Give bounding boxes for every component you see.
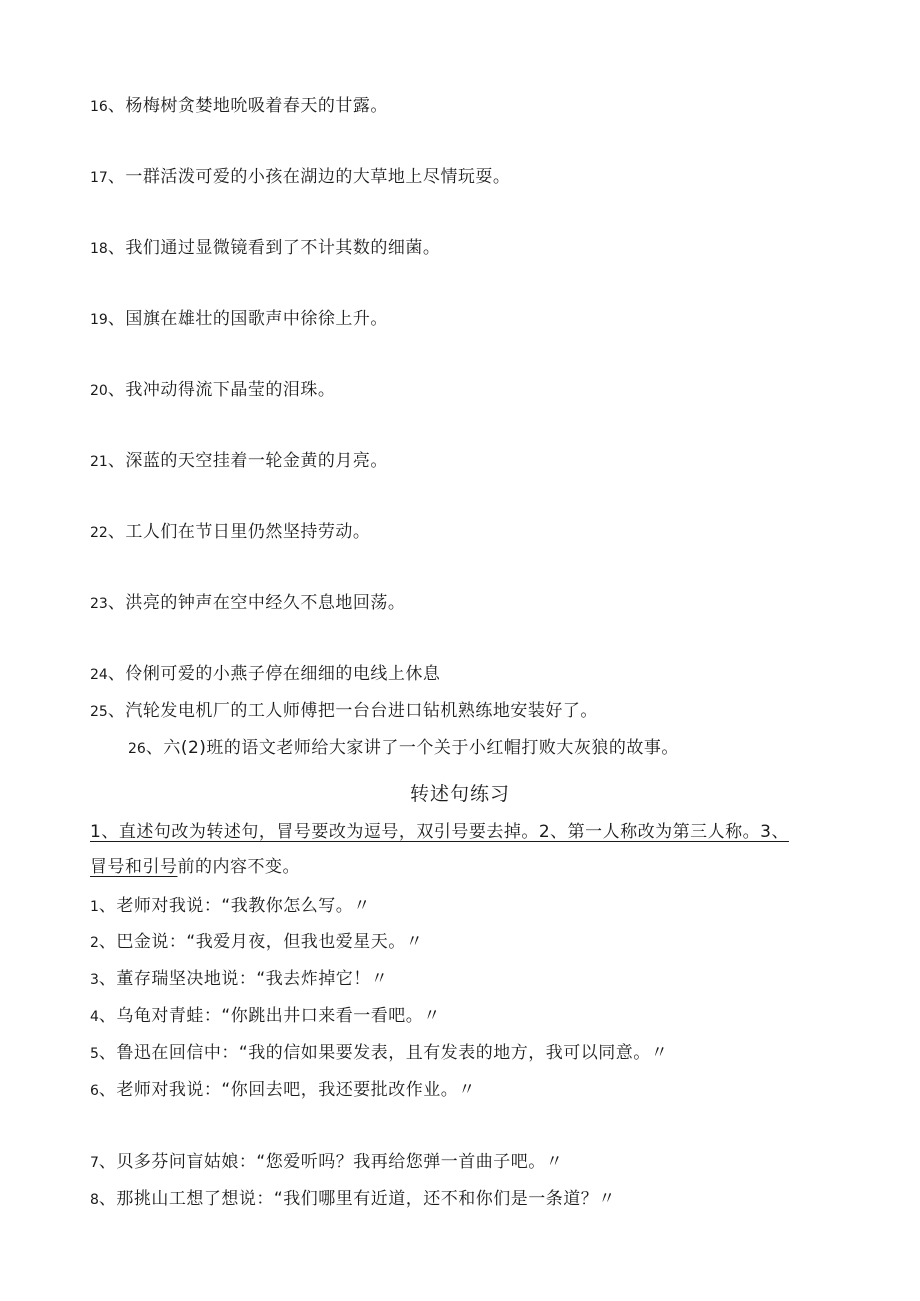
sentence-item: 16、杨梅树贪婪地吮吸着春天的甘露。 — [90, 96, 388, 116]
exercise-item: 6、老师对我说：“你回去吧，我还要批改作业。〃 — [90, 1080, 476, 1100]
sentence-item: 22、工人们在节日里仍然坚持劳动。 — [90, 522, 371, 542]
exercise-item: 2、巴金说：“我爱月夜，但我也爱星天。〃 — [90, 932, 424, 952]
exercise-item: 1、老师对我说：“我教你怎么写。〃 — [90, 896, 371, 916]
sentence-item: 25、汽轮发电机厂的工人师傅把一台台进口钻机熟练地安装好了。 — [90, 701, 598, 721]
rules-line-1: 1、直述句改为转述句，冒号要改为逗号，双引号要去掉。2、第一人称改为第三人称。3、 — [90, 822, 789, 842]
exercise-item: 5、鲁迅在回信中：“我的信如果要发表，且有发表的地方，我可以同意。〃 — [90, 1043, 669, 1063]
sentence-item: 24、伶俐可爱的小燕子停在细细的电线上休息 — [90, 664, 441, 684]
exercise-item: 4、乌龟对青蛙：“你跳出井口来看一看吧。〃 — [90, 1006, 441, 1026]
sentence-item: 23、洪亮的钟声在空中经久不息地回荡。 — [90, 593, 406, 613]
sentence-item: 26、六(2)班的语文老师给大家讲了一个关于小红帽打败大灰狼的故事。 — [128, 738, 679, 758]
exercise-item: 7、贝多芬问盲姑娘：“您爱听吗？我再给您弹一首曲子吧。〃 — [90, 1152, 564, 1172]
sentence-item: 18、我们通过显微镜看到了不计其数的细菌。 — [90, 238, 441, 258]
sentence-item: 21、深蓝的天空挂着一轮金黄的月亮。 — [90, 451, 388, 471]
sentence-item: 17、一群活泼可爱的小孩在湖边的大草地上尽情玩耍。 — [90, 167, 511, 187]
section-title: 转述句练习 — [409, 783, 510, 805]
rules-line-2: 冒号和引号前的内容不变。 — [90, 857, 300, 877]
exercise-item: 3、董存瑞坚决地说：“我去炸掉它！〃 — [90, 969, 389, 989]
sentence-item: 20、我冲动得流下晶莹的泪珠。 — [90, 380, 336, 400]
rules-underlined-text: 冒号和引号 — [90, 857, 178, 877]
sentence-item: 19、国旗在雄壮的国歌声中徐徐上升。 — [90, 309, 388, 329]
exercise-item: 8、那挑山工想了想说：“我们哪里有近道，还不和你们是一条道？〃 — [90, 1189, 616, 1209]
